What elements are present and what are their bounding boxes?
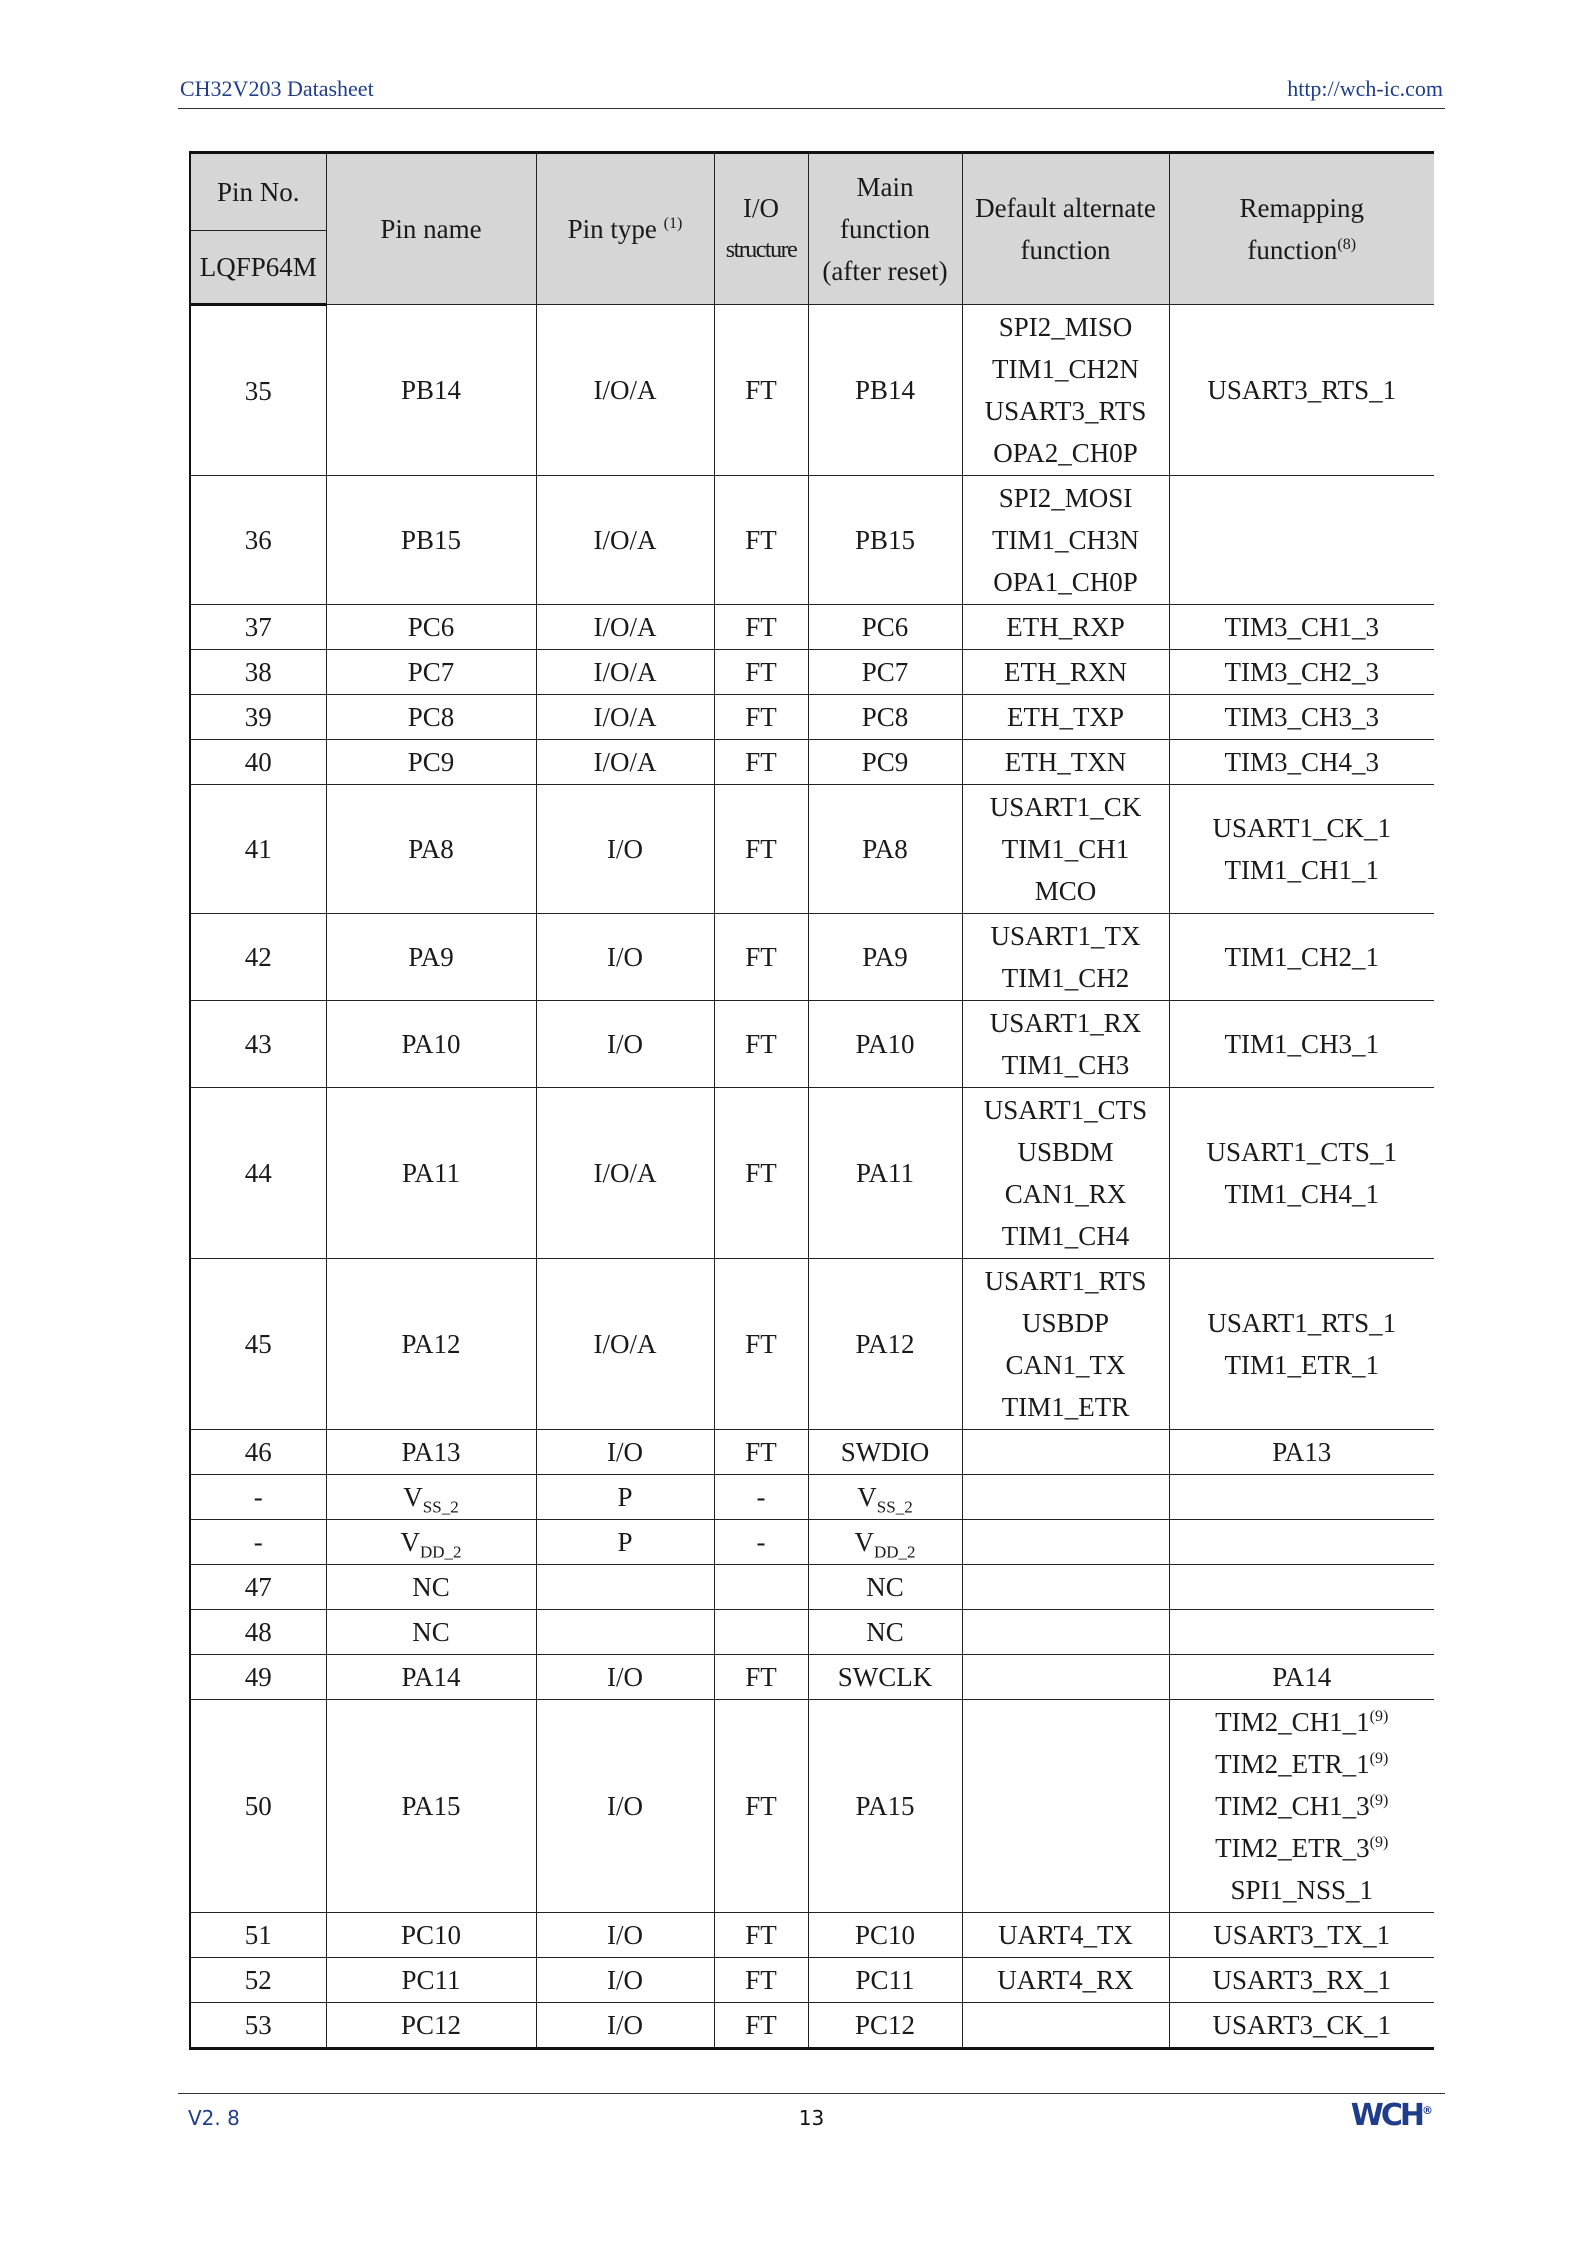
cell-io-structure: FT (714, 1958, 808, 2003)
version-label: V2. 8 (188, 2106, 240, 2130)
page-footer (178, 2093, 1445, 2144)
cell-remapping: TIM3_CH4_3 (1169, 740, 1434, 785)
cell-remapping: TIM1_CH2_1 (1169, 914, 1434, 1001)
cell-remapping: TIM3_CH2_3 (1169, 650, 1434, 695)
header-pin-type: Pin type $^{(1)}$ (536, 153, 714, 305)
header-package: LQFP64M (190, 231, 326, 305)
cell-pin-number: - (190, 1475, 326, 1520)
cell-pin-name: NC (326, 1610, 536, 1655)
cell-io-structure: FT (714, 305, 808, 476)
cell-pin-type: I/O/A (536, 305, 714, 476)
cell-io-structure: FT (714, 476, 808, 605)
cell-pin-number: 36 (190, 476, 326, 605)
cell-remapping: USART3_RTS_1 (1169, 305, 1434, 476)
cell-pin-type: I/O (536, 1430, 714, 1475)
cell-default-alternate: SPI2_MOSI TIM1_CH3N OPA1_CH0P (962, 476, 1169, 605)
cell-pin-name: PC6 (326, 605, 536, 650)
cell-pin-name: PA14 (326, 1655, 536, 1700)
cell-io-structure: FT (714, 1700, 808, 1913)
cell-remapping (1169, 1565, 1434, 1610)
table-row (190, 1475, 1434, 1520)
cell-pin-type: I/O (536, 914, 714, 1001)
table-row (190, 1430, 1434, 1475)
cell-pin-name: PC10 (326, 1913, 536, 1958)
header-io-structure: I/O structure (714, 153, 808, 305)
table-row (190, 1001, 1434, 1088)
cell-default-alternate: ETH_TXN (962, 740, 1169, 785)
cell-pin-type: I/O/A (536, 605, 714, 650)
header-pin-no: Pin No. (190, 153, 326, 231)
table-row (190, 1520, 1434, 1565)
cell-pin-type: I/O/A (536, 1088, 714, 1259)
header-pin-name: Pin name (326, 153, 536, 305)
cell-io-structure (714, 1565, 808, 1610)
cell-pin-name: PB15 (326, 476, 536, 605)
table-row (190, 650, 1434, 695)
cell-main-function: PA15 (808, 1700, 962, 1913)
table-row (190, 1958, 1434, 2003)
cell-default-alternate (962, 1700, 1169, 1913)
cell-default-alternate (962, 1610, 1169, 1655)
page-number: 13 (798, 2106, 825, 2130)
cell-remapping: USART3_RX_1 (1169, 1958, 1434, 2003)
cell-main-function: PA10 (808, 1001, 962, 1088)
cell-io-structure: FT (714, 2003, 808, 2049)
cell-pin-number: 39 (190, 695, 326, 740)
cell-default-alternate: USART1_RX TIM1_CH3 (962, 1001, 1169, 1088)
table-row (190, 1655, 1434, 1700)
wch-logo: WCH® (1350, 2098, 1433, 2133)
cell-pin-number: - (190, 1520, 326, 1565)
cell-pin-number: 38 (190, 650, 326, 695)
cell-pin-number: 51 (190, 1913, 326, 1958)
cell-pin-number: 53 (190, 2003, 326, 2049)
table-row (190, 1259, 1434, 1430)
cell-remapping (1169, 476, 1434, 605)
cell-remapping: USART1_CK_1 TIM1_CH1_1 (1169, 785, 1434, 914)
cell-default-alternate: UART4_TX (962, 1913, 1169, 1958)
cell-default-alternate (962, 1475, 1169, 1520)
cell-pin-name: PA10 (326, 1001, 536, 1088)
cell-pin-name: PC8 (326, 695, 536, 740)
cell-pin-type (536, 1610, 714, 1655)
cell-main-function: SWCLK (808, 1655, 962, 1700)
table-row (190, 1088, 1434, 1259)
website-url: http://wch-ic.com (1287, 76, 1443, 101)
cell-pin-number: 50 (190, 1700, 326, 1913)
cell-pin-number: 49 (190, 1655, 326, 1700)
cell-pin-name: PC7 (326, 650, 536, 695)
cell-io-structure (714, 1610, 808, 1655)
cell-io-structure: FT (714, 785, 808, 914)
cell-io-structure: FT (714, 1913, 808, 1958)
cell-remapping (1169, 1520, 1434, 1565)
table-row (190, 2003, 1434, 2049)
cell-io-structure: FT (714, 740, 808, 785)
cell-pin-number: 45 (190, 1259, 326, 1430)
cell-pin-number: 44 (190, 1088, 326, 1259)
cell-main-function: NC (808, 1565, 962, 1610)
cell-main-function: PC6 (808, 605, 962, 650)
cell-pin-type: I/O/A (536, 695, 714, 740)
header-main-function: Main function (after reset) (808, 153, 962, 305)
table-row (190, 1565, 1434, 1610)
cell-io-structure: - (714, 1475, 808, 1520)
cell-main-function: PA11 (808, 1088, 962, 1259)
cell-main-function: PC8 (808, 695, 962, 740)
cell-pin-type: I/O (536, 1958, 714, 2003)
table-body (190, 305, 1434, 2049)
cell-main-function: NC (808, 1610, 962, 1655)
cell-remapping: TIM3_CH3_3 (1169, 695, 1434, 740)
cell-main-function: PA12 (808, 1259, 962, 1430)
cell-main-function: PA8 (808, 785, 962, 914)
cell-pin-name: PA12 (326, 1259, 536, 1430)
cell-io-structure: FT (714, 1088, 808, 1259)
cell-default-alternate: ETH_RXN (962, 650, 1169, 695)
cell-remapping: USART1_RTS_1 TIM1_ETR_1 (1169, 1259, 1434, 1430)
document-title: CH32V203 Datasheet (180, 76, 374, 101)
cell-default-alternate: USART1_CTS USBDM CAN1_RX TIM1_CH4 (962, 1088, 1169, 1259)
cell-default-alternate (962, 1430, 1169, 1475)
cell-main-function: PB15 (808, 476, 962, 605)
cell-main-function: SWDIO (808, 1430, 962, 1475)
cell-io-structure: FT (714, 1430, 808, 1475)
cell-main-function: PC9 (808, 740, 962, 785)
cell-default-alternate: ETH_TXP (962, 695, 1169, 740)
cell-pin-type: I/O (536, 1655, 714, 1700)
table-row (190, 914, 1434, 1001)
cell-main-function: $V_{DD\_2}$ (808, 1520, 962, 1565)
cell-pin-type: I/O/A (536, 476, 714, 605)
cell-remapping: USART1_CTS_1 TIM1_CH4_1 (1169, 1088, 1434, 1259)
cell-main-function: PA9 (808, 914, 962, 1001)
cell-pin-type: I/O/A (536, 650, 714, 695)
cell-default-alternate: USART1_RTS USBDP CAN1_TX TIM1_ETR (962, 1259, 1169, 1430)
cell-main-function: PC7 (808, 650, 962, 695)
table-row (190, 695, 1434, 740)
cell-pin-number: 42 (190, 914, 326, 1001)
cell-remapping: USART3_TX_1 (1169, 1913, 1434, 1958)
cell-remapping: PA13 (1169, 1430, 1434, 1475)
cell-remapping: TIM1_CH3_1 (1169, 1001, 1434, 1088)
cell-pin-type: P (536, 1520, 714, 1565)
cell-remapping: USART3_CK_1 (1169, 2003, 1434, 2049)
cell-pin-type: I/O (536, 785, 714, 914)
cell-remapping: TIM2_CH1_1$^{(9)}$ TIM2_ETR_1$^{(9)}$ TIM2_CH1_3$^{(9)}$ TIM2_ETR_3$^{(9)}$ SPI1_NSS_1 (1169, 1700, 1434, 1913)
table-row (190, 1913, 1434, 1958)
cell-pin-name: NC (326, 1565, 536, 1610)
cell-main-function: PB14 (808, 305, 962, 476)
cell-io-structure: FT (714, 650, 808, 695)
cell-remapping: TIM3_CH1_3 (1169, 605, 1434, 650)
cell-remapping: PA14 (1169, 1655, 1434, 1700)
cell-pin-name: PC9 (326, 740, 536, 785)
cell-pin-number: 43 (190, 1001, 326, 1088)
cell-pin-type: I/O/A (536, 740, 714, 785)
cell-default-alternate: ETH_RXP (962, 605, 1169, 650)
cell-remapping (1169, 1475, 1434, 1520)
cell-io-structure: FT (714, 1259, 808, 1430)
cell-default-alternate (962, 2003, 1169, 2049)
cell-pin-number: 41 (190, 785, 326, 914)
cell-main-function: PC11 (808, 1958, 962, 2003)
cell-pin-type: I/O (536, 1913, 714, 1958)
cell-io-structure: FT (714, 1001, 808, 1088)
cell-pin-number: 52 (190, 1958, 326, 2003)
cell-pin-name: PA11 (326, 1088, 536, 1259)
cell-pin-type: P (536, 1475, 714, 1520)
cell-pin-name: PA13 (326, 1430, 536, 1475)
table-row (190, 476, 1434, 605)
cell-io-structure: FT (714, 605, 808, 650)
cell-pin-number: 37 (190, 605, 326, 650)
cell-pin-type (536, 1565, 714, 1610)
cell-pin-number: 40 (190, 740, 326, 785)
cell-main-function: PC12 (808, 2003, 962, 2049)
table-row (190, 305, 1434, 476)
cell-pin-type: I/O/A (536, 1259, 714, 1430)
page-header (178, 72, 1445, 109)
table-row (190, 605, 1434, 650)
cell-pin-name: PA9 (326, 914, 536, 1001)
cell-pin-name: $V_{DD\_2}$ (326, 1520, 536, 1565)
table-row (190, 1610, 1434, 1655)
cell-pin-name: PC11 (326, 1958, 536, 2003)
header-default-alternate: Default alternate function (962, 153, 1169, 305)
cell-io-structure: FT (714, 695, 808, 740)
cell-pin-name: PB14 (326, 305, 536, 476)
header-remapping: Remapping function$^{(8)}$ (1169, 153, 1434, 305)
cell-pin-name: $V_{SS\_2}$ (326, 1475, 536, 1520)
cell-main-function: $V_{SS\_2}$ (808, 1475, 962, 1520)
cell-io-structure: - (714, 1520, 808, 1565)
table-header (190, 153, 1434, 305)
cell-pin-name: PA15 (326, 1700, 536, 1913)
table-row (190, 740, 1434, 785)
cell-default-alternate: UART4_RX (962, 1958, 1169, 2003)
cell-pin-number: 48 (190, 1610, 326, 1655)
cell-remapping (1169, 1610, 1434, 1655)
cell-pin-number: 35 (190, 305, 326, 476)
cell-pin-type: I/O (536, 1700, 714, 1913)
cell-default-alternate (962, 1520, 1169, 1565)
cell-default-alternate (962, 1565, 1169, 1610)
table-row (190, 1700, 1434, 1913)
cell-default-alternate: USART1_CK TIM1_CH1 MCO (962, 785, 1169, 914)
cell-io-structure: FT (714, 1655, 808, 1700)
cell-pin-number: 47 (190, 1565, 326, 1610)
cell-default-alternate (962, 1655, 1169, 1700)
cell-pin-type: I/O (536, 2003, 714, 2049)
cell-pin-name: PC12 (326, 2003, 536, 2049)
cell-default-alternate: SPI2_MISO TIM1_CH2N USART3_RTS OPA2_CH0P (962, 305, 1169, 476)
table-row (190, 785, 1434, 914)
cell-default-alternate: USART1_TX TIM1_CH2 (962, 914, 1169, 1001)
cell-pin-name: PA8 (326, 785, 536, 914)
cell-pin-type: I/O (536, 1001, 714, 1088)
cell-io-structure: FT (714, 914, 808, 1001)
pin-definition-table (189, 151, 1434, 2050)
cell-pin-number: 46 (190, 1430, 326, 1475)
cell-main-function: PC10 (808, 1913, 962, 1958)
